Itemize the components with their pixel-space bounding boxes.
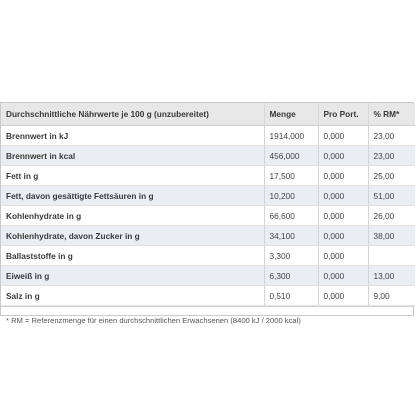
row-pro-port: 0,000 <box>318 226 368 246</box>
row-label: Brennwert in kcal <box>1 146 264 166</box>
row-pro-port: 0,000 <box>318 266 368 286</box>
row-label: Brennwert in kJ <box>1 126 264 146</box>
table-row <box>1 186 415 206</box>
row-pro-port: 0,000 <box>318 146 368 166</box>
row-pro-port: 0,000 <box>318 246 368 266</box>
row-menge: 66,600 <box>264 206 318 226</box>
row-rm: 9,00 <box>368 286 415 306</box>
row-menge: 6,300 <box>264 266 318 286</box>
row-menge: 10,200 <box>264 186 318 206</box>
row-rm: 13,00 <box>368 266 415 286</box>
table-header-row <box>1 103 415 126</box>
table-row <box>1 266 415 286</box>
row-menge: 1914,000 <box>264 126 318 146</box>
nutrition-table <box>1 103 415 306</box>
row-label: Fett in g <box>1 166 264 186</box>
header-rm: % RM* <box>368 103 415 126</box>
row-pro-port: 0,000 <box>318 206 368 226</box>
row-menge: 17,500 <box>264 166 318 186</box>
row-pro-port: 0,000 <box>318 166 368 186</box>
row-menge: 0,510 <box>264 286 318 306</box>
row-menge: 34,100 <box>264 226 318 246</box>
row-label: Eiweiß in g <box>1 266 264 286</box>
row-rm: 26,00 <box>368 206 415 226</box>
header-pro-port: Pro Port. <box>318 103 368 126</box>
row-pro-port: 0,000 <box>318 286 368 306</box>
row-rm: 23,00 <box>368 146 415 166</box>
row-label: Kohlenhydrate, davon Zucker in g <box>1 226 264 246</box>
table-row <box>1 166 415 186</box>
table-row <box>1 126 415 146</box>
table-row <box>1 226 415 246</box>
row-rm: 38,00 <box>368 226 415 246</box>
header-menge: Menge <box>264 103 318 126</box>
table-body <box>1 126 415 306</box>
row-label: Salz in g <box>1 286 264 306</box>
row-rm: 25,00 <box>368 166 415 186</box>
row-menge: 3,300 <box>264 246 318 266</box>
row-pro-port: 0,000 <box>318 186 368 206</box>
row-menge: 456,000 <box>264 146 318 166</box>
row-label: Fett, davon gesättigte Fettsäuren in g <box>1 186 264 206</box>
table-row <box>1 206 415 226</box>
table-row <box>1 246 415 266</box>
table-row <box>1 146 415 166</box>
header-nutrient: Durchschnittliche Nährwerte je 100 g (unzubereitet) <box>1 103 264 126</box>
table-row <box>1 286 415 306</box>
nutrition-panel <box>0 102 414 325</box>
footnote: * RM = Referenzmenge für einen durchschnittlichen Erwachsenen (8400 kJ / 2000 kcal) <box>1 306 413 334</box>
row-label: Kohlenhydrate in g <box>1 206 264 226</box>
row-rm: 51,00 <box>368 186 415 206</box>
row-label: Ballaststoffe in g <box>1 246 264 266</box>
row-rm <box>368 246 415 266</box>
row-rm: 23,00 <box>368 126 415 146</box>
row-pro-port: 0,000 <box>318 126 368 146</box>
